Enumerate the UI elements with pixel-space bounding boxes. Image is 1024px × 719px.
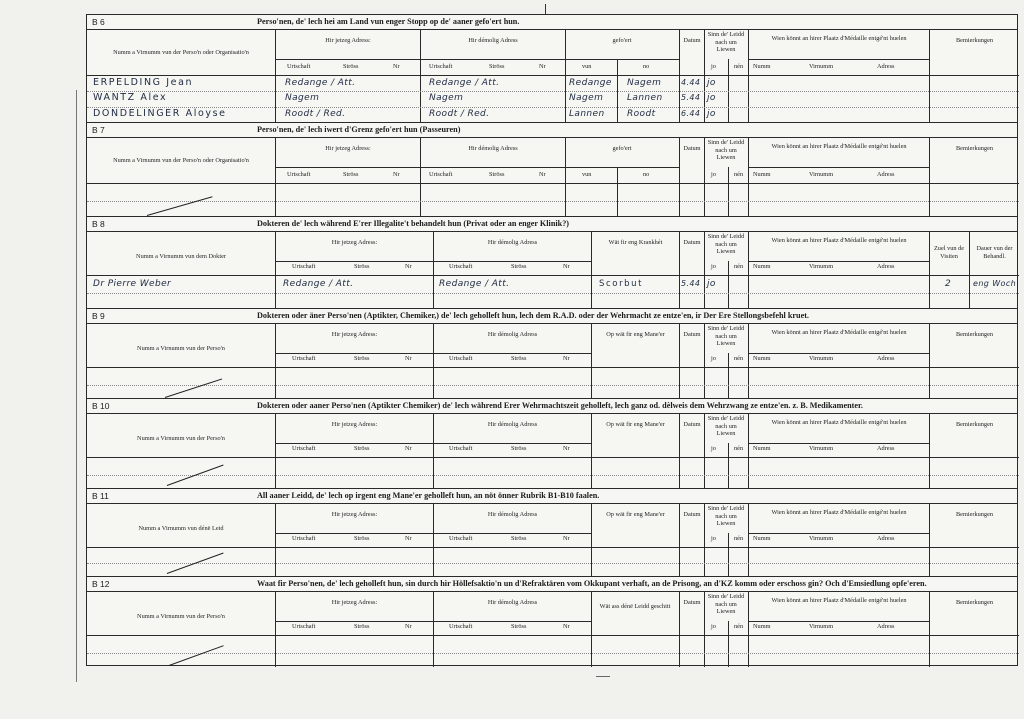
column-label: Ströss (511, 263, 527, 270)
row-divider (748, 621, 929, 622)
column-label: Wien könnt an hirer Plaatz d'Médaille entgé'nt huelen (771, 509, 907, 516)
column-label: Hir jetzeg Adress: (331, 421, 378, 428)
column-divider (433, 231, 434, 309)
column-label: Urtschaft (429, 63, 453, 70)
column-divider (565, 29, 566, 123)
column-label: Wien könnt an hirer Plaatz d'Médaille entgé'nt huelen (771, 237, 907, 244)
section-code: B 12 (92, 579, 110, 589)
column-label: Bemierkungen (955, 421, 994, 428)
column-divider (617, 167, 618, 217)
column-label: Nr (539, 63, 546, 70)
column-divider (433, 591, 434, 667)
row-divider (275, 621, 591, 622)
row-divider (275, 353, 591, 354)
section-title: Perso'nen, de' lech hei am Land vun enger Stopp op de' aaner gefo'ert hun. (257, 17, 520, 26)
column-label: Nr (405, 263, 412, 270)
row-divider (87, 367, 1019, 368)
column-label: Hir démolig Adress (487, 511, 538, 518)
section-b11 (87, 489, 1017, 577)
b6-row1-name: ERPELDING Jean (93, 77, 194, 88)
column-label: Nr (393, 171, 400, 178)
column-divider (275, 231, 276, 309)
col-name-org: Numm a Virnumm vun der Perso'n oder Organisatio'n (113, 49, 249, 56)
column-divider (433, 323, 434, 399)
column-label: Urtschaft (292, 623, 316, 630)
column-divider (969, 231, 970, 309)
row-divider (87, 475, 1019, 476)
row-divider (87, 563, 1019, 564)
column-label: Urtschaft (449, 263, 473, 270)
b6-row3-to: Roodt (627, 109, 656, 119)
column-divider (704, 29, 705, 123)
column-label: Op wät fir eng Mane'er (606, 421, 665, 428)
column-label: Numm (753, 263, 771, 270)
column-label: Hir démolig Adress (487, 331, 538, 338)
column-label: Numm (753, 445, 771, 452)
b6-row2-jo: jo (707, 93, 716, 103)
b8-cur: Redange / Att. (283, 279, 354, 289)
row-divider (275, 59, 679, 60)
column-label: Numm a Virnumm vun dénë Leid (138, 525, 224, 532)
section-header (87, 489, 1017, 504)
section-b10 (87, 399, 1017, 489)
column-label: Datum (683, 239, 701, 246)
column-divider (748, 413, 749, 489)
column-label: Virnumm (809, 535, 834, 542)
column-label: nén (734, 355, 744, 362)
section-code: B 7 (92, 125, 105, 135)
column-label: no (643, 171, 650, 178)
column-divider (704, 413, 705, 489)
column-label: Sinn de' Leidd nach um Liewen (707, 505, 745, 527)
column-label: Dauer vun der Behandl. (976, 245, 1013, 260)
column-label: Sinn de' Leidd nach um Liewen (707, 593, 745, 615)
b6-row1-date: 4.44 (681, 78, 701, 87)
section-header (87, 217, 1017, 232)
column-divider (728, 621, 729, 667)
column-divider (275, 591, 276, 667)
column-label: vun (582, 63, 592, 70)
column-label: Ströss (511, 445, 527, 452)
column-label: jo (711, 63, 716, 70)
column-divider (929, 591, 930, 667)
column-label: Ströss (511, 535, 527, 542)
column-label: Virnumm (809, 63, 834, 70)
b6-row3-name: DONDELINGER Aloyse (93, 108, 227, 119)
section-b9 (87, 309, 1017, 399)
b6-row1-old: Redange / Att. (429, 78, 500, 88)
column-label: Numm a Virnumm vun der Perso'n (137, 613, 225, 620)
column-label: Hir démolig Adress (468, 145, 518, 152)
column-label: Numm a Virnumm vun der Perso'n (137, 435, 225, 442)
b8-jo: jo (707, 279, 716, 289)
section-title: Perso'nen, de' lech iwert d'Grenz gefo'ert hun (Passeuren) (257, 125, 461, 134)
column-label: vun (582, 171, 592, 178)
column-label: Numm (753, 63, 771, 70)
column-divider (929, 29, 930, 123)
b6-row3-date: 6.44 (681, 109, 701, 118)
section-code: B 8 (92, 219, 105, 229)
column-label: Wät ass dénë Leidd geschitt (599, 603, 671, 610)
column-label: Hir jetzeg Adress: (325, 145, 371, 152)
column-label: nén (734, 171, 744, 178)
row-divider (275, 167, 679, 168)
row-divider (87, 107, 1019, 108)
column-label: Adress (877, 535, 895, 542)
column-label: Numm a Virnumm vun der Perso'n oder Organisatio'n (113, 157, 249, 164)
row-divider (87, 293, 1019, 294)
column-label: Ströss (511, 355, 527, 362)
column-label: Adress (877, 263, 895, 270)
b6-row2-from: Nagem (569, 93, 604, 103)
column-divider (433, 413, 434, 489)
column-label: Urtschaft (449, 445, 473, 452)
section-header (87, 399, 1017, 414)
row-divider (87, 635, 1019, 636)
column-divider (929, 231, 930, 309)
column-divider (433, 503, 434, 577)
column-label: Nr (405, 623, 412, 630)
column-label: Sinn de' Leidd nach um Liewen (707, 415, 745, 437)
column-label: Wien könnt an hirer Plaatz d'Médaille entgé'nt huelen (771, 329, 907, 336)
b8-date: 5.44 (681, 279, 701, 288)
column-label: Adress (877, 171, 895, 178)
column-divider (591, 503, 592, 577)
column-label: Wien könnt an hirer Plaatz d'Médaille entgé'nt huelen (771, 597, 907, 604)
b6-row3-cur: Roodt / Red. (285, 109, 346, 119)
column-label: Bemierkungen (955, 145, 994, 152)
column-label: Virnumm (809, 623, 834, 630)
column-label: Adress (877, 355, 895, 362)
column-label: Datum (683, 145, 701, 152)
column-label: Urtschaft (449, 535, 473, 542)
column-divider (275, 323, 276, 399)
row-divider (275, 443, 591, 444)
column-label: Numm (753, 355, 771, 362)
column-label: Urtschaft (287, 63, 311, 70)
section-code: B 10 (92, 401, 110, 411)
column-label: Sinn de' Leidd nach um Liewen (707, 325, 745, 347)
row-divider (87, 653, 1019, 654)
column-label: Hir jetzeg Adress: (331, 511, 378, 518)
column-divider (728, 261, 729, 309)
column-divider (275, 137, 276, 217)
column-divider (704, 591, 705, 667)
col-sinn-de: Sinn de' Leidd nach um Liewen (707, 31, 745, 53)
column-label: Hir démolig Adress (487, 599, 538, 606)
row-divider (87, 457, 1019, 458)
column-divider (591, 323, 592, 399)
column-label: Urtschaft (292, 535, 316, 542)
page-bottom-mark (596, 676, 610, 677)
column-label: Nr (405, 535, 412, 542)
column-label: Urtschaft (449, 355, 473, 362)
column-divider (591, 231, 592, 309)
column-label: Urtschaft (287, 171, 311, 178)
column-label: jo (711, 445, 716, 452)
column-label: Ströss (511, 623, 527, 630)
row-divider (87, 201, 1019, 202)
b8-doctor-name: Dr Pierre Weber (93, 279, 172, 289)
column-label: Ströss (354, 355, 370, 362)
section-title: Waat fir Perso'nen, de' lech geholleft hun, sin durch hir Höllefsaktio'n un d'Refraktären vom Okkupant verhaft, an de Prisong, an d'KZ komm oder erschoss gin? Och d'Emsiedlung opfe'eren. (257, 579, 927, 588)
strike-line (165, 378, 222, 397)
b6-row2-old: Nagem (429, 93, 464, 103)
b6-row3-from: Lannen (569, 109, 605, 119)
b6-row2-cur: Nagem (285, 93, 320, 103)
row-divider (748, 533, 929, 534)
column-label: Op wät fir eng Mane'er (606, 511, 665, 518)
column-divider (728, 353, 729, 399)
col-wien: Wien könnt an hirer Plaatz d'Médaille entgé'nt huelen (771, 35, 907, 42)
column-label: nén (734, 445, 744, 452)
column-divider (748, 29, 749, 123)
b6-row3-jo: jo (707, 109, 716, 119)
column-divider (275, 413, 276, 489)
col-bemierkungen: Bemierkungen (955, 37, 994, 44)
column-divider (728, 167, 729, 217)
column-divider (748, 231, 749, 309)
column-label: Hir démolig Adress (487, 239, 538, 246)
b6-row1-cur: Redange / Att. (285, 78, 356, 88)
column-label: Numm a Virnumm vun der Perso'n (137, 345, 225, 352)
column-label: Urtschaft (449, 623, 473, 630)
column-label: Urtschaft (429, 171, 453, 178)
section-header (87, 309, 1017, 324)
section-title: Dokteren oder äner Perso'nen (Aptikter, Chemiker,) de' lech geholleft hun, lech dem R.A.D. oder der Wehrmacht ze entze'en, ir Der Ere Stellongsbefehl kruet. (257, 311, 809, 320)
column-divider (728, 443, 729, 489)
section-code: B 11 (92, 491, 109, 501)
col-hir-jetzeg: Hir jetzeg Adress: (325, 37, 371, 44)
col-datum: Datum (683, 37, 701, 44)
b8-sickness: Scorbut (599, 279, 644, 289)
col-hir-demolig: Hir démolig Adress (468, 37, 518, 44)
column-label: Adress (877, 623, 895, 630)
column-label: Hir démolig Adress (487, 421, 538, 428)
column-label: Urtschaft (292, 355, 316, 362)
column-label: Ströss (354, 623, 370, 630)
form-page (86, 14, 1018, 666)
section-b12 (87, 577, 1017, 667)
row-divider (87, 275, 1019, 276)
column-divider (748, 503, 749, 577)
column-label: Sinn de' Leidd nach um Liewen (707, 139, 745, 161)
section-b6 (87, 15, 1017, 123)
column-label: jo (711, 263, 716, 270)
column-label: Datum (683, 331, 701, 338)
column-divider (420, 29, 421, 123)
section-header (87, 577, 1017, 592)
column-label: Nr (405, 355, 412, 362)
column-label: Wien könnt an hirer Plaatz d'Médaille entgé'nt huelen (771, 419, 907, 426)
column-label: jo (711, 535, 716, 542)
column-label: Numm (753, 171, 771, 178)
column-label: Datum (683, 599, 701, 606)
column-divider (929, 323, 930, 399)
column-divider (929, 503, 930, 577)
strike-line (147, 196, 213, 216)
column-label: Ströss (354, 263, 370, 270)
column-label: Hir jetzeg Adress: (331, 239, 378, 246)
row-divider (748, 59, 929, 60)
row-divider (275, 533, 591, 534)
b6-row1-to: Nagem (627, 78, 662, 88)
row-divider (275, 261, 591, 262)
column-label: nén (734, 63, 744, 70)
row-divider (748, 167, 929, 168)
column-label: Bemierkungen (955, 331, 994, 338)
column-divider (929, 413, 930, 489)
column-label: Nr (563, 445, 570, 452)
section-title: Dokteren de' lech während E'rer Illegalite't behandelt hun (Privat oder an enger Klinik?) (257, 219, 570, 228)
column-label: Wät fir eng Krankhét (608, 239, 663, 246)
b8-visits: 2 (945, 279, 952, 289)
column-label: Ströss (343, 63, 359, 70)
column-label: Nr (563, 535, 570, 542)
column-label: Ströss (354, 535, 370, 542)
row-divider (87, 91, 1019, 92)
column-divider (591, 591, 592, 667)
column-divider (728, 533, 729, 577)
column-label: Nr (563, 623, 570, 630)
b6-row1-jo: jo (707, 78, 716, 88)
b6-row2-to: Lannen (627, 93, 663, 103)
column-label: Ströss (489, 63, 505, 70)
column-label: Virnumm (809, 355, 834, 362)
column-label: Numm (753, 535, 771, 542)
row-divider (87, 75, 1019, 76)
column-divider (565, 137, 566, 217)
column-divider (748, 591, 749, 667)
section-b8 (87, 217, 1017, 309)
column-label: Bemierkungen (955, 599, 994, 606)
column-label: Wien könnt an hirer Plaatz d'Médaille entgé'nt huelen (771, 143, 907, 150)
column-divider (704, 503, 705, 577)
section-code: B 9 (92, 311, 105, 321)
section-title: All aaner Leidd, de' lech op irgent eng Mane'er geholleft hun, an nöt önner Rubrik B1-B10 faalen. (257, 491, 600, 500)
column-label: Virnumm (809, 263, 834, 270)
b8-dauer: eng Woch (973, 279, 1017, 288)
column-label: Bemierkungen (955, 511, 994, 518)
column-label: Nr (405, 445, 412, 452)
row-divider (87, 183, 1019, 184)
column-label: Datum (683, 421, 701, 428)
column-label: jo (711, 355, 716, 362)
column-divider (704, 323, 705, 399)
b6-row2-date: 5.44 (681, 93, 701, 102)
column-label: Sinn de' Leidd nach um Liewen (707, 233, 745, 255)
column-label: Op wät fir eng Mane'er (606, 331, 665, 338)
column-label: Ströss (343, 171, 359, 178)
page-margin-line (76, 90, 77, 682)
column-label: Virnumm (809, 171, 834, 178)
column-label: Adress (877, 63, 895, 70)
column-label: nén (734, 623, 744, 630)
column-label: Nr (563, 355, 570, 362)
column-label: jo (711, 171, 716, 178)
section-b7 (87, 123, 1017, 217)
column-divider (275, 503, 276, 577)
column-divider (275, 29, 276, 123)
b6-row1-from: Redange (569, 78, 612, 88)
column-label: Nr (563, 263, 570, 270)
column-label: Ströss (354, 445, 370, 452)
column-divider (748, 137, 749, 217)
row-divider (87, 547, 1019, 548)
column-label: Virnumm (809, 445, 834, 452)
section-b6-header (87, 15, 1017, 30)
column-label: Nr (539, 171, 546, 178)
column-label: Numm (753, 623, 771, 630)
column-label: Zuel vun de Visiten (933, 245, 965, 260)
column-label: Numm a Virnumm vun dem Dokter (136, 253, 226, 260)
column-divider (420, 137, 421, 217)
row-divider (748, 353, 929, 354)
column-divider (929, 137, 930, 217)
column-label: no (643, 63, 650, 70)
section-code: B 6 (92, 17, 105, 27)
column-label: Hir jetzeg Adress: (331, 331, 378, 338)
row-divider (87, 385, 1019, 386)
column-label: nén (734, 535, 744, 542)
col-gefoert: gefo'ert (612, 37, 632, 44)
column-divider (748, 323, 749, 399)
column-divider (704, 137, 705, 217)
column-label: Ströss (489, 171, 505, 178)
column-label: gefo'ert (612, 145, 632, 152)
column-divider (704, 231, 705, 309)
column-label: Adress (877, 445, 895, 452)
column-label: Nr (393, 63, 400, 70)
column-label: jo (711, 623, 716, 630)
row-divider (748, 443, 929, 444)
column-label: Urtschaft (292, 263, 316, 270)
column-divider (591, 413, 592, 489)
b6-row2-name: WANTZ Alex (93, 92, 168, 103)
row-divider (748, 261, 929, 262)
column-label: Urtschaft (292, 445, 316, 452)
b8-old: Redange / Att. (439, 279, 510, 289)
section-header (87, 123, 1017, 138)
column-label: Datum (683, 511, 701, 518)
column-label: Hir jetzeg Adress: (331, 599, 378, 606)
column-label: nén (734, 263, 744, 270)
strike-line (169, 645, 224, 666)
b6-row3-old: Roodt / Red. (429, 109, 490, 119)
section-title: Dokteren oder aaner Perso'nen (Aptikter Chemiker) de' lech während Erer Wehrmachtszeit geholleft, lech ganz od. dèlweis dem Wehrzwang ze entze'en. z. B. Medikamenter. (257, 401, 863, 410)
